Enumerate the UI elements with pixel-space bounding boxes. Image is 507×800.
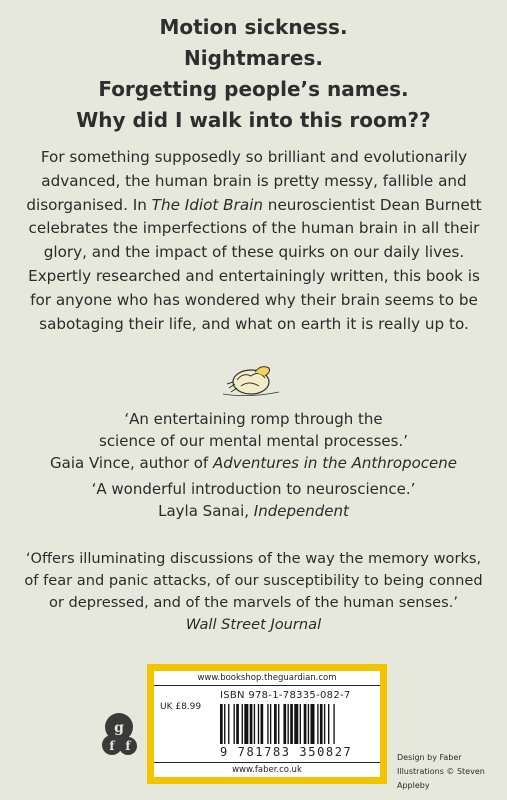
publisher-url: www.faber.co.uk bbox=[154, 762, 380, 777]
quote-attribution bbox=[0, 500, 507, 522]
attribution-source: Independent bbox=[253, 502, 349, 520]
illustration-credit: Illustrations © Steven Appleby bbox=[397, 767, 485, 790]
headline-line: Why did I walk into this room?? bbox=[76, 108, 431, 132]
quote-line: ‘A wonderful introduction to neuroscience.’ bbox=[91, 480, 416, 498]
headline-line: Nightmares. bbox=[184, 46, 323, 70]
svg-text:f: f bbox=[109, 739, 115, 753]
svg-text:g: g bbox=[114, 720, 124, 736]
quote-line: science of our mental mental processes.’ bbox=[99, 432, 408, 450]
barcode-box bbox=[147, 664, 387, 784]
svg-text:f: f bbox=[125, 739, 131, 753]
quote-line: ‘An entertaining romp through the bbox=[124, 410, 383, 428]
isbn-digits: 9 781783 350827 bbox=[220, 745, 353, 759]
credits bbox=[397, 751, 507, 793]
headline-line: Forgetting people’s names. bbox=[98, 77, 409, 101]
publisher-logo-icon bbox=[100, 712, 138, 756]
blurb-text: For something supposedly so brilliant and evolutionarily advanced, the human brain is pretty messy, fallible and disorganised. In bbox=[26, 148, 468, 214]
blurb-paragraph bbox=[26, 146, 482, 336]
bookshop-url: www.bookshop.theguardian.com bbox=[154, 671, 380, 686]
review-quote bbox=[0, 408, 507, 474]
price-label: UK £8.99 bbox=[160, 702, 202, 712]
attribution-text: Layla Sanai, bbox=[158, 502, 254, 520]
blurb-text: neuroscientist Dean Burnett celebrates the imperfections of the human brain in all their glory, and the impact of these quirks on our daily lives. Expertly researched and entertainingly written, this book is for anyone who has wondered why their brain seems to be sabotaging their life, and what on earth it is really up to. bbox=[28, 195, 482, 333]
headline-line: Motion sickness. bbox=[159, 15, 348, 39]
quote-line: or depressed, and of the marvels of the human senses.’ bbox=[48, 594, 459, 611]
attribution-source: Adventures in the Anthropocene bbox=[213, 454, 457, 472]
attribution-source: Wall Street Journal bbox=[185, 616, 322, 633]
quote-attribution bbox=[0, 614, 507, 636]
brain-illustration-icon bbox=[219, 358, 283, 398]
design-credit: Design by Faber bbox=[397, 753, 462, 762]
book-title: The Idiot Brain bbox=[151, 195, 263, 214]
headline bbox=[0, 12, 507, 136]
barcode bbox=[218, 704, 374, 744]
quote-attribution bbox=[0, 452, 507, 474]
review-quote bbox=[0, 548, 507, 636]
review-quote bbox=[0, 478, 507, 522]
quote-line: ‘Offers illuminating discussions of the way the memory works, bbox=[25, 550, 482, 567]
quote-line: of fear and panic attacks, of our susceptibility to being conned bbox=[24, 572, 483, 589]
isbn-label: ISBN 978-1-78335-082-7 bbox=[220, 690, 351, 701]
attribution-text: Gaia Vince, author of bbox=[50, 454, 213, 472]
